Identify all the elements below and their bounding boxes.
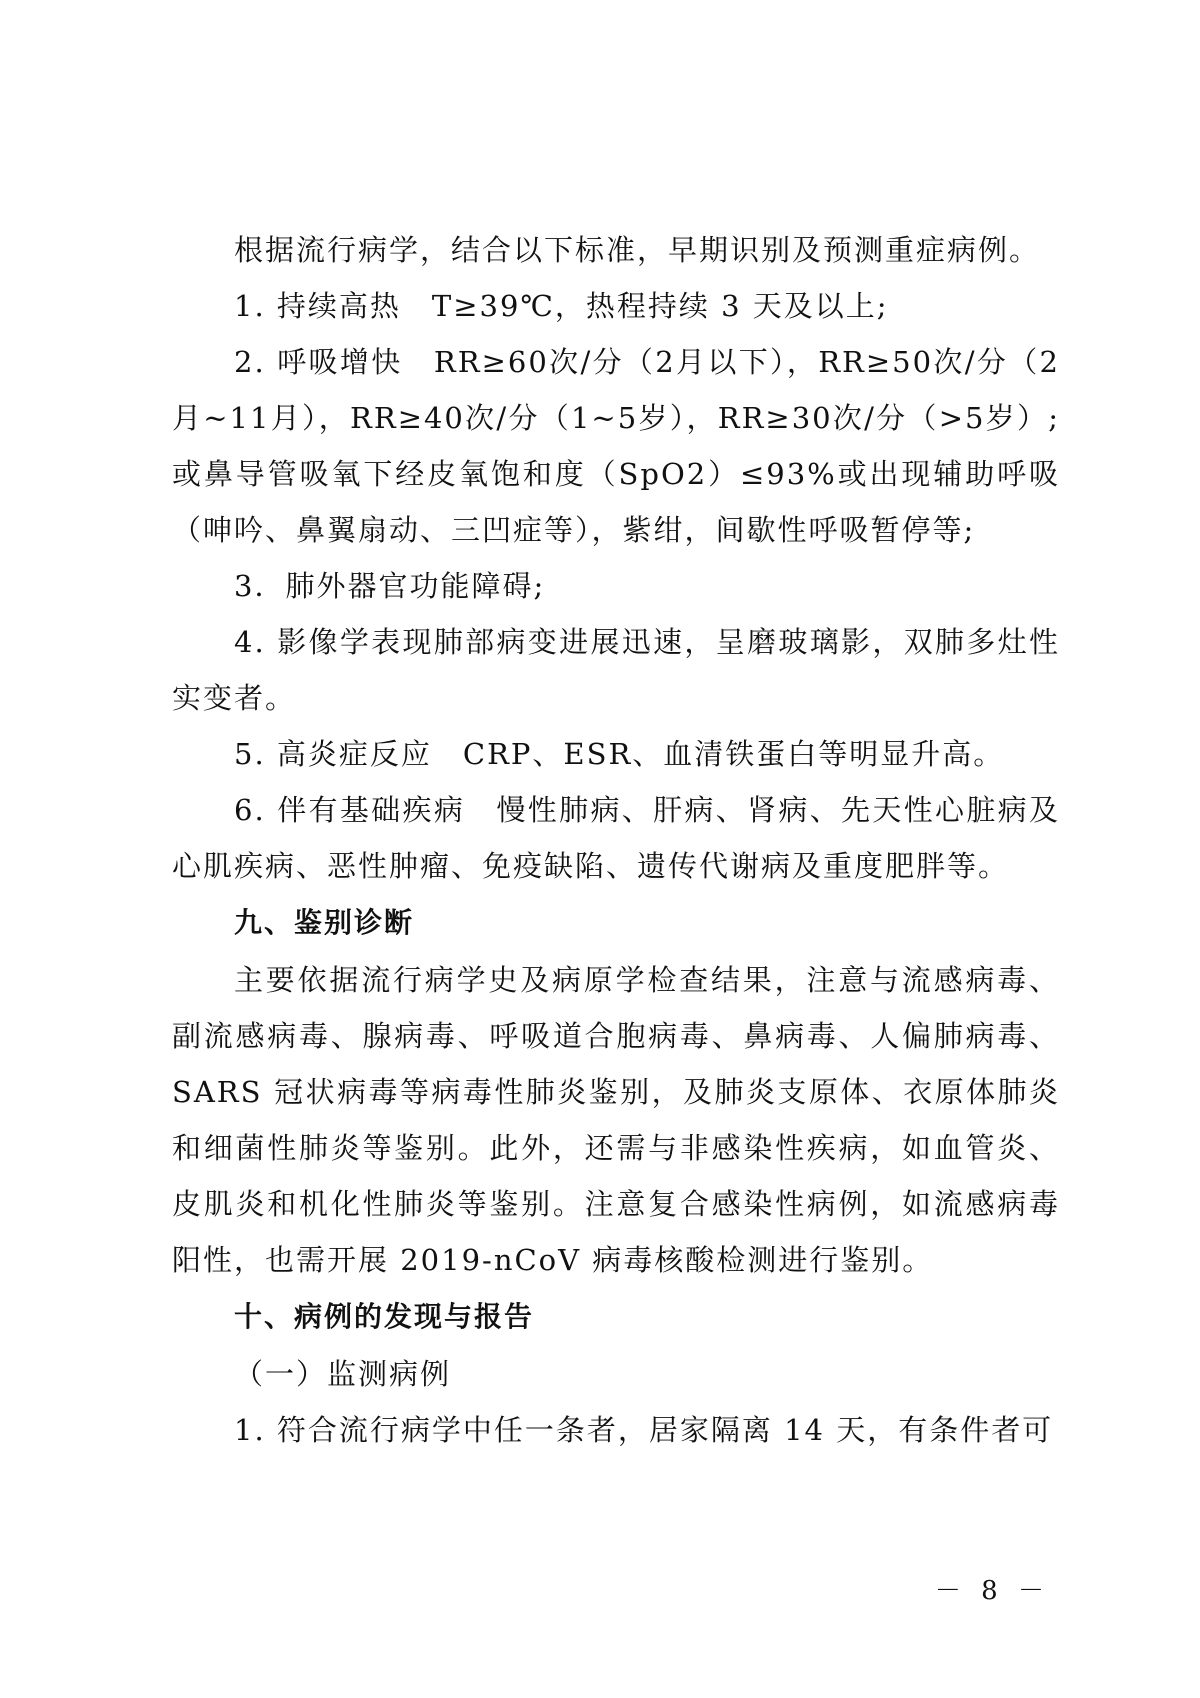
intro-paragraph: 根据流行病学，结合以下标准，早期识别及预测重症病例。 <box>234 233 1041 267</box>
criterion-imaging: 4. 影像学表现肺部病变进展迅速，呈磨玻璃影，双肺多灶性实变者。 <box>172 625 1060 715</box>
page-number: － 8 － <box>934 1576 1050 1606</box>
section-9-body: 主要依据流行病学史及病原学检查结果，注意与流感病毒、副流感病毒、腺病毒、呼吸道合胞病毒、鼻病毒、人偏肺病毒、SARS 冠状病毒等病毒性肺炎鉴别，及肺炎支原体、衣原体肺炎和细菌性肺炎等鉴别。此外，还需与非感染性疾病，如血管炎、皮肌炎和机化性肺炎等鉴别。注意复合感染性病例，如流感病毒阳性，也需开展 2019-nCoV 病毒核酸检测进行鉴别。 <box>172 963 1060 1277</box>
criterion-underlying-disease: 6. 伴有基础疾病 慢性肺病、肝病、肾病、先天性心脏病及心肌疾病、恶性肿瘤、免疫缺陷、遗传代谢病及重度肥胖等。 <box>172 793 1060 883</box>
criterion-inflammation: 5. 高炎症反应 CRP、ESR、血清铁蛋白等明显升高。 <box>234 737 1005 771</box>
document-body <box>172 222 1060 1458</box>
section-10-item-1: 1. 符合流行病学中任一条者，居家隔离 14 天，有条件者可 <box>234 1413 1054 1447</box>
criterion-rapid-breathing: 2. 呼吸增快 RR≥60次/分（2月以下），RR≥50次/分（2月~11月），RR≥40次/分（1~5岁），RR≥30次/分（>5岁）; 或鼻导管吸氧下经皮氧饱和度（SpO2）≤93%或出现辅助呼吸（呻吟、鼻翼扇动、三凹症等），紫绀，间歇性呼吸暂停等; <box>172 345 1060 547</box>
criterion-organ-dysfunction: 3．肺外器官功能障碍; <box>234 569 546 603</box>
section-10-heading: 十、病例的发现与报告 <box>234 1300 535 1333</box>
section-10-subheading: （一）监测病例 <box>234 1357 452 1391</box>
criterion-high-fever: 1. 持续高热 T≥39℃，热程持续 3 天及以上; <box>234 289 889 323</box>
section-9-heading: 九、鉴别诊断 <box>234 906 415 939</box>
